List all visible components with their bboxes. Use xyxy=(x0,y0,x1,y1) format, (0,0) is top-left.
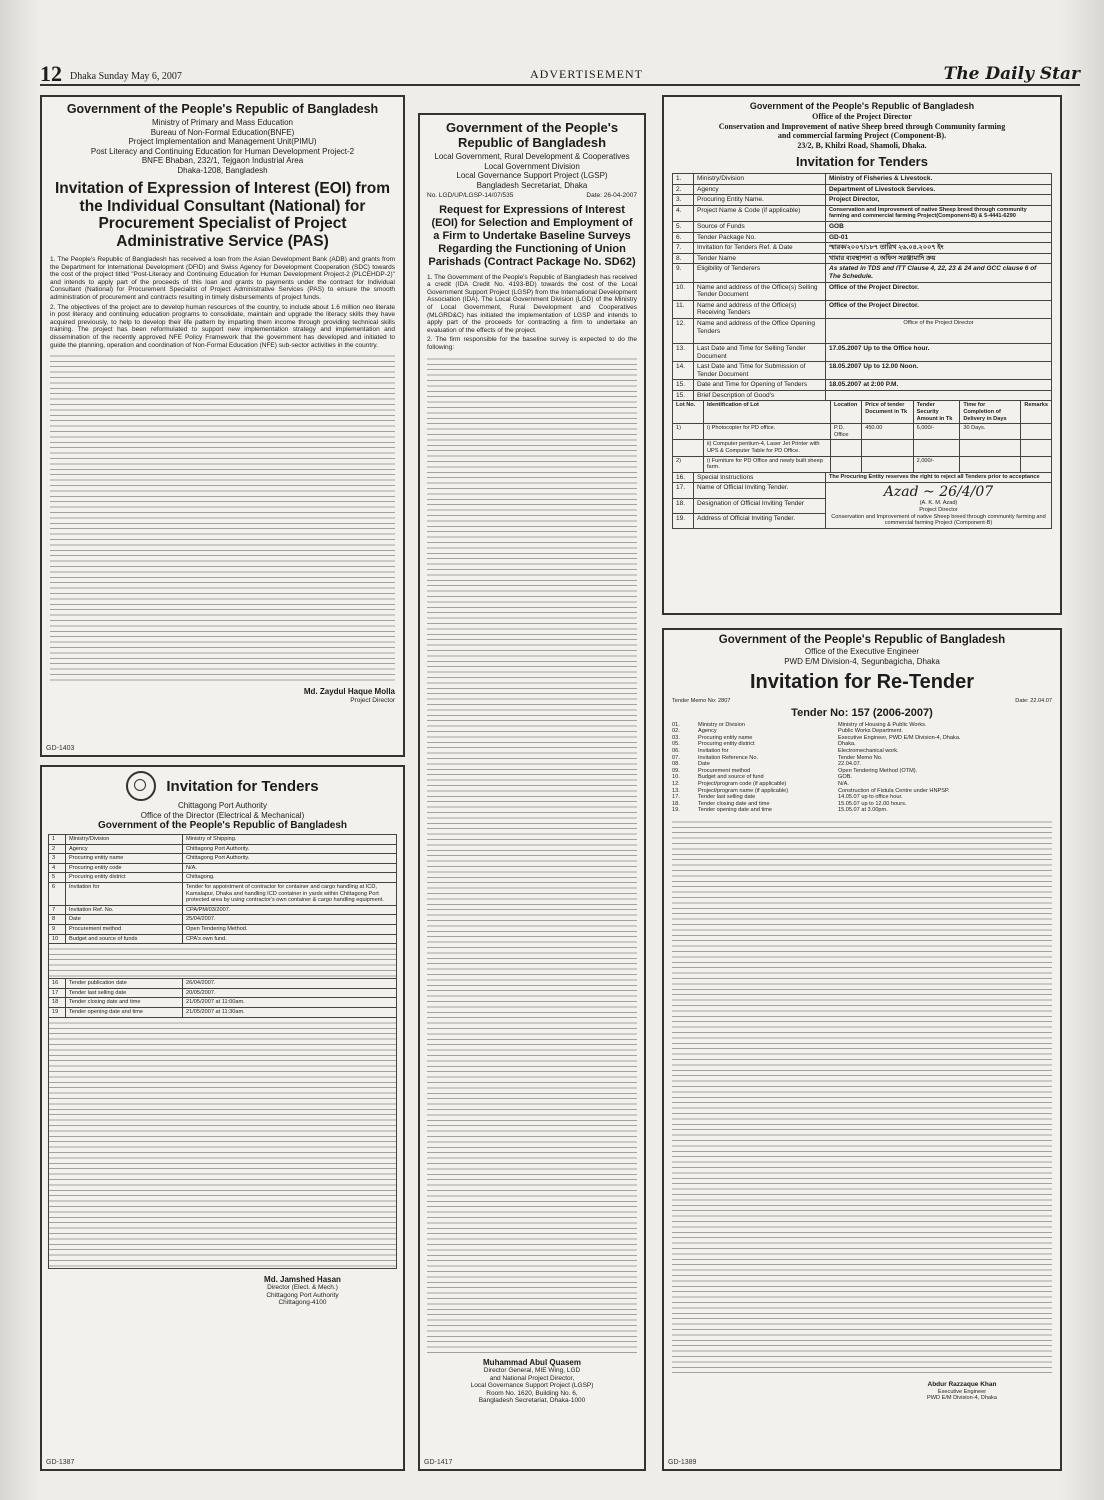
table-row xyxy=(49,844,397,854)
ad-title: Invitation for Tenders xyxy=(796,154,928,169)
row-value: Chittagong. xyxy=(183,873,397,883)
row-number: 19. xyxy=(673,513,694,528)
row-label: Procuring entity district xyxy=(698,741,755,748)
table-row xyxy=(49,944,397,979)
lot-number xyxy=(673,440,704,456)
ad-org-line: Office of the Executive Engineer xyxy=(804,647,920,656)
row-value: Tender for appointment of contractor for container and cargo handling at ICD, Kamalapur, Dhaka and handling ICD container in yards within Chittagong Port protected area by using contractor's own container & cargo handling equipment. xyxy=(183,882,397,905)
ad-signatory: Abdur Razzaque Khan xyxy=(927,1380,997,1388)
row-number: 1 xyxy=(49,835,66,845)
row-number: 18 xyxy=(49,998,66,1008)
lot-security: 6,000/- xyxy=(913,424,960,440)
lot-identification: ii) Computer pentium-4, Laser Jet Printer with UPS & Computer Table for PD Office. xyxy=(704,440,831,456)
row-number: 8. xyxy=(673,253,694,264)
tender-number: Tender No: 157 (2006-2007) xyxy=(791,706,933,719)
row-number: 7 xyxy=(49,905,66,915)
row-number: 05. xyxy=(672,741,680,748)
row-value: 15.05.07 at 3.00pm. xyxy=(838,807,888,814)
row-value: Chittagong Port Authority. xyxy=(183,854,397,864)
row-number: 18. xyxy=(672,800,680,807)
ad-signatory-line: Director General, MIE Wing, LGD xyxy=(483,1367,581,1375)
row-value: 20/05/2007. xyxy=(183,988,397,998)
row-number: 16 xyxy=(49,979,66,989)
table-row xyxy=(49,934,397,944)
row-label: Tender opening date and time xyxy=(698,807,773,814)
row-label: Budget and source of fund xyxy=(698,774,764,781)
list-item xyxy=(672,807,1052,814)
row-value: খামার ব্যবস্থাপনা ও অফিস সরঞ্জামাদি ক্রয় xyxy=(826,253,1052,264)
lot-price xyxy=(862,456,913,472)
row-value: Office of the Project Director. xyxy=(826,300,1052,318)
row-number: 10 xyxy=(49,934,66,944)
table-row xyxy=(673,440,1052,456)
table-row xyxy=(49,835,397,845)
ad-org-line: Bangladesh Secretariat, Dhaka xyxy=(476,180,588,190)
row-label: Ministry/Division xyxy=(66,835,183,845)
row-value: N/A. xyxy=(838,780,849,787)
ad-paragraph: 1. The People's Republic of Bangladesh has received a loan from the Asian Development Bank (ADB) and grants from the Department for International Development (DFID) and Swiss Agency for Development Cooperation (SDC) towards the cost of the project titled "Post-Literacy and Continuing Education for Human Development Project-2 (PLCEHDP-2)" and intends to apply part of the proceeds of this loan and grants to payments under the contract for Individual Consultant (National) for Procurement Specialist of Project Administrative Services (PAS) to ensure the smooth administration of procurement and contracts resulting in timely disbursements of project funds. xyxy=(50,256,395,301)
row-label: Last Date and Time for Submission of Tender Document xyxy=(694,362,826,380)
row-label: Date and Time for Opening of Tenders xyxy=(694,380,826,391)
row-label: Name and address of the Office(s) Receiving Tenders xyxy=(694,300,826,318)
ad-code: GD-1403 xyxy=(46,745,75,752)
ad-paragraph: 2. The firm responsible for the baseline survey is expected to do the following: xyxy=(427,336,637,351)
lot-price: 450.00 xyxy=(862,424,913,440)
row-label: Last Date and Time for Selling Tender Document xyxy=(694,343,826,361)
table-row xyxy=(673,472,1052,483)
list-item xyxy=(672,761,1052,768)
row-label: Agency xyxy=(694,184,826,195)
ad-code: GD-1387 xyxy=(46,1459,75,1466)
table-row xyxy=(673,362,1052,380)
row-label: Tender opening date and time xyxy=(66,1007,183,1017)
list-item xyxy=(672,781,1052,788)
row-label: Brief Description of Good's xyxy=(694,390,826,401)
row-number: 17. xyxy=(672,794,680,801)
row-label: Name and address of the Office(s) Selling Tender Document xyxy=(694,282,826,300)
row-number: 15. xyxy=(673,380,694,391)
ad-org-line: Project Implementation and Management Unit(PIMU) xyxy=(128,137,317,146)
ad-title: Request for Expressions of Interest (EOI) for Selection and Employment of a Firm to Undertake Baseline Surveys Regarding the Functioning of Union Parishads (Contract Package No. SD62) xyxy=(428,203,636,268)
list-item xyxy=(672,768,1052,775)
row-label: Special Instructions xyxy=(694,472,826,483)
row-label: Agency xyxy=(698,728,717,735)
row-label: Procuring entity name xyxy=(698,734,753,741)
ad-org-line: Local Governance Support Project (LGSP) xyxy=(456,171,608,180)
lot-remarks xyxy=(1021,440,1052,456)
ad-signatory-line: PWD E/M Division-4, Dhaka xyxy=(927,1395,997,1402)
table-row xyxy=(49,924,397,934)
row-number: 4 xyxy=(49,863,66,873)
page-masthead xyxy=(40,62,1080,86)
row-value xyxy=(826,390,1052,401)
row-label: Eligibility of Tenderers xyxy=(694,264,826,282)
list-item xyxy=(672,728,1052,735)
row-label: Ministry or Division xyxy=(698,721,745,728)
ad-tender-chittagong-port xyxy=(40,765,405,1471)
ad-code: GD-1389 xyxy=(668,1459,697,1466)
table-row xyxy=(673,424,1052,440)
column-header: Time for Completion of Delivery in Days xyxy=(960,401,1021,424)
ad-org-line: Local Government Division xyxy=(484,161,580,171)
list-item xyxy=(672,794,1052,801)
ad-signatory: Md. Jamshed Hasan xyxy=(264,1274,341,1284)
row-value: 18.05.2007 at 2:00 P.M. xyxy=(826,380,1052,391)
list-item xyxy=(672,735,1052,742)
row-number: 2. xyxy=(673,184,694,195)
list-item xyxy=(672,748,1052,755)
row-number: 10. xyxy=(673,282,694,300)
row-label: Procurement method xyxy=(698,767,751,774)
ad-signatory-line: Room No. 1620, Building No. 6, xyxy=(486,1389,578,1397)
ad-eoi-baseline-survey xyxy=(418,113,646,1471)
row-value: 22.04.07. xyxy=(838,761,862,768)
row-value: 26/04/2007. xyxy=(183,979,397,989)
ad-org-line: Dhaka-1208, Bangladesh xyxy=(177,165,268,175)
row-label: Invitation for xyxy=(698,747,729,754)
column-header: Identification of Lot xyxy=(704,401,831,424)
tender-table xyxy=(672,173,1052,401)
row-number: 10. xyxy=(672,774,680,781)
ad-tender-sheep-project xyxy=(662,95,1062,615)
row-label: Budget and source of funds xyxy=(66,934,183,944)
ad-signatory-line: Chittagong Port Authority xyxy=(266,1291,339,1299)
row-number: 15. xyxy=(673,390,694,401)
row-number: 3 xyxy=(49,854,66,864)
ad-body-text xyxy=(50,351,395,681)
ad-body-text xyxy=(672,817,1052,1377)
row-value: CPA/PM/03/2007. xyxy=(183,905,397,915)
row-label: Name and address of the Office Opening Tenders xyxy=(694,318,826,343)
row-value: 14.05.07 up to office hour. xyxy=(838,794,903,801)
row-number: 17 xyxy=(49,988,66,998)
lot-identification: i) Furniture for PD Office and newly built sheep farm. xyxy=(704,456,831,472)
row-number: 08. xyxy=(672,761,680,768)
ad-org-line: Bureau of Non-Formal Education(BNFE) xyxy=(150,127,295,137)
row-number: 18. xyxy=(673,498,694,513)
table-row xyxy=(673,253,1052,264)
ad-code: GD-1417 xyxy=(424,1459,453,1466)
row-label: Address of Official Inviting Tender. xyxy=(694,513,826,528)
row-value: স্মারক/২০০৭/১৮৭ তারিখ ২৬.০৪.২০০৭ ইং xyxy=(826,243,1052,254)
table-row xyxy=(673,380,1052,391)
row-value: Tender Memo No. xyxy=(838,754,883,761)
row-value: Construction of Fistula Centre under HNPSP. xyxy=(838,787,950,794)
row-number: 5 xyxy=(49,873,66,883)
dateline: Dhaka Sunday May 6, 2007 xyxy=(70,71,182,82)
row-value: N/A. xyxy=(183,863,397,873)
ad-org-line: 23/2, B, Khilzi Road, Shamoli, Dhaka. xyxy=(797,140,927,150)
ad-signatory: Muhammad Abul Quasem xyxy=(483,1357,581,1367)
row-number: 19 xyxy=(49,1007,66,1017)
row-number: 8 xyxy=(49,915,66,925)
ad-date: Date: 26-04-2007 xyxy=(586,192,637,199)
government-emblem-icon xyxy=(126,771,156,801)
column-header: Remarks xyxy=(1021,401,1052,424)
ad-paragraph: 1. The Government of the People's Republic of Bangladesh has received a credit (IDA Credit No. 4193-BD) towards the cost of the Local Government Support Project (LGSP) from the International Development Association (IDA). The Local Government Division (LGD) of the Ministry of Local Government, Rural Development and Cooperatives (MLGRD&C) has initiated the implementation of LGSP and intends to apply part of the proceeds for contracting a firm to undertake an evaluation of the effects of the project. xyxy=(427,273,637,334)
table-row xyxy=(49,873,397,883)
lot-completion: 30 Days. xyxy=(960,424,1021,440)
row-value: Executive Engineer, PWD E/M Division-4, Dhaka. xyxy=(838,734,961,741)
lot-table xyxy=(672,400,1052,472)
ad-org-line: Chittagong Port Authority xyxy=(178,801,267,810)
table-row xyxy=(49,854,397,864)
lot-identification: i) Photocopier for PD office. xyxy=(704,424,831,440)
table-row xyxy=(673,184,1052,195)
ad-signatory-line: Executive Engineer xyxy=(937,1388,987,1395)
ad-signatory-line: Local Governance Support Project (LGSP) xyxy=(470,1382,594,1390)
list-item xyxy=(672,801,1052,808)
table-row xyxy=(49,998,397,1008)
ad-gov-heading: Government of the People's Republic of Bangladesh xyxy=(97,820,348,831)
handwritten-signature: Azad ~ 26/4/07 xyxy=(883,484,994,501)
row-number: 19. xyxy=(672,807,680,814)
tender-table xyxy=(48,834,397,1269)
section-label: ADVERTISEMENT xyxy=(530,67,643,81)
column-header: Tender Security Amount in Tk xyxy=(913,401,960,424)
list-item xyxy=(672,788,1052,795)
ad-org-line: Office of the Director (Electrical & Mechanical) xyxy=(140,810,305,820)
ad-signatory-line: Chittagong-4100 xyxy=(278,1299,327,1307)
row-label: Tender last selling date xyxy=(66,988,183,998)
row-value: The Procuring Entity reserves the right to reject all Tenders prior to acceptance xyxy=(826,472,1052,483)
row-label: Procuring entity district xyxy=(66,873,183,883)
row-value: Electromechanical work. xyxy=(838,747,899,754)
lot-location xyxy=(831,456,862,472)
row-value: Chittagong Port Authority. xyxy=(183,844,397,854)
ad-signatory: Md. Zaydul Haque Molla xyxy=(303,687,395,697)
lot-location: P.D. Office xyxy=(831,424,862,440)
ad-gov-heading: Government of the People's Republic of Bangladesh xyxy=(66,102,379,116)
row-label: Date xyxy=(698,761,710,768)
row-label: Invitation Ref. No. xyxy=(66,905,183,915)
row-value: Project Director, xyxy=(826,195,1052,206)
table-row xyxy=(673,205,1052,221)
ad-signatory-title: Project Director xyxy=(350,696,395,704)
row-label: Tender publication date xyxy=(66,979,183,989)
row-number: 9 xyxy=(49,924,66,934)
paper-logo: The Daily Star xyxy=(943,64,1080,84)
table-row xyxy=(49,1017,397,1268)
row-value: Open Tendering Method. xyxy=(183,924,397,934)
table-row xyxy=(673,174,1052,185)
row-label: Project/program code (if applicable) xyxy=(698,780,787,787)
signatory-name: (A. K. M. Azad) xyxy=(919,500,958,507)
ad-title: Invitation for Tenders xyxy=(166,777,319,795)
page-number: 12 xyxy=(40,61,62,86)
table-row xyxy=(673,221,1052,232)
row-number: 13. xyxy=(672,787,680,794)
row-label: Procuring entity code xyxy=(66,863,183,873)
row-number: 16. xyxy=(673,472,694,483)
table-row xyxy=(673,264,1052,282)
ad-eoi-procurement-specialist xyxy=(40,95,405,757)
tender-memo: Tender Memo No: 2807 xyxy=(672,698,731,704)
row-value: 15.05.07 up to 12.00 hours. xyxy=(838,800,907,807)
ad-title: Invitation of Expression of Interest (EOI) from the Individual Consultant (National) for Procurement Specialist of Project Administrative Service (PAS) xyxy=(54,180,390,250)
row-label: Invitation Reference No. xyxy=(698,754,759,761)
lot-price xyxy=(862,440,913,456)
ad-org-line: Local Government, Rural Development & Cooperatives xyxy=(434,152,630,161)
row-number: 9. xyxy=(673,264,694,282)
row-number: 4. xyxy=(673,205,694,221)
row-label: Procurement method xyxy=(66,924,183,934)
row-label: Tender closing date and time xyxy=(698,800,770,807)
row-number: 13. xyxy=(673,343,694,361)
row-label: Ministry/Division xyxy=(694,174,826,185)
table-row xyxy=(49,979,397,989)
list-item xyxy=(672,722,1052,729)
ad-org-line: Office of the Project Director xyxy=(812,112,912,121)
lot-security: 2,000/- xyxy=(913,456,960,472)
table-row xyxy=(49,915,397,925)
row-value: 17.05.2007 Up to the Office hour. xyxy=(826,343,1052,361)
lot-completion xyxy=(960,456,1021,472)
column-header: Location xyxy=(831,401,862,424)
ad-org-line: Ministry of Primary and Mass Education xyxy=(152,118,293,127)
tender-footer-table xyxy=(672,472,1052,529)
lot-remarks xyxy=(1021,424,1052,440)
column-header: Price of tender Document in Tk xyxy=(862,401,913,424)
column-header: Lot No. xyxy=(673,401,704,424)
row-number: 5. xyxy=(673,221,694,232)
table-header-row xyxy=(673,401,1052,424)
row-number: 11. xyxy=(673,300,694,318)
row-number: 14. xyxy=(673,362,694,380)
row-number: 6 xyxy=(49,882,66,905)
row-number: 03. xyxy=(672,734,680,741)
row-label: Designation of Official Inviting Tender xyxy=(694,498,826,513)
row-label: Project Name & Code (if applicable) xyxy=(694,205,826,221)
row-value: Office of the Project Director. xyxy=(826,282,1052,300)
row-value: 21/05/2007 at 11:30am. xyxy=(183,1007,397,1017)
row-number: 09. xyxy=(672,767,680,774)
row-value: As stated in TDS and ITT Clause 4, 22, 23 & 24 and GCC clause 6 of The Schedule. xyxy=(826,264,1052,282)
row-value: Ministry of Shipping. xyxy=(183,835,397,845)
row-number: 1. xyxy=(673,174,694,185)
row-value: 25/04/2007. xyxy=(183,915,397,925)
row-value: 21/05/2007 at 11:00am. xyxy=(183,998,397,1008)
row-value: Open Tendering Method (OTM). xyxy=(838,767,918,774)
list-item xyxy=(672,741,1052,748)
table-row xyxy=(49,882,397,905)
row-value: GOB. xyxy=(838,774,852,781)
ad-org-line: BNFE Bhaban, 232/1, Tejgaon Industrial Area xyxy=(141,156,304,165)
row-number: 2 xyxy=(49,844,66,854)
lot-remarks xyxy=(1021,456,1052,472)
row-label: Source of Funds xyxy=(694,221,826,232)
lot-completion xyxy=(960,440,1021,456)
list-item xyxy=(672,755,1052,762)
table-row xyxy=(673,300,1052,318)
ad-date: Date: 22.04.07 xyxy=(1015,698,1052,704)
ad-org-line: Conservation and Improvement of native Sheep breed through Community farming and commercial farming Project (Component-B). xyxy=(718,121,1006,140)
row-value: CPA's own fund. xyxy=(183,934,397,944)
signatory-address: Conservation and Improvement of native Sheep breed through community farming and commercial farming Project (Component-B) xyxy=(831,513,1046,527)
lot-location xyxy=(831,440,862,456)
list-item xyxy=(672,774,1052,781)
ad-signatory-line: Director (Elect. & Mech.) xyxy=(267,1284,338,1291)
table-row xyxy=(49,863,397,873)
row-number: 12. xyxy=(672,780,680,787)
row-label: Tender Package No. xyxy=(694,232,826,243)
row-value: Public Works Department. xyxy=(838,728,903,735)
ad-signatory-line: Bangladesh Secretariat, Dhaka-1000 xyxy=(478,1397,586,1405)
retender-details xyxy=(672,722,1052,814)
row-label: Invitation for Tenders Ref. & Date xyxy=(694,243,826,254)
table-row xyxy=(673,243,1052,254)
row-value: Office of the Project Director xyxy=(826,318,1052,343)
ad-org-line: PWD E/M Division-4, Segunbagicha, Dhaka xyxy=(784,656,940,666)
ad-title: Invitation for Re-Tender xyxy=(749,671,975,693)
row-label: Name of Official Inviting Tender. xyxy=(694,483,826,498)
row-value: Department of Livestock Services. xyxy=(826,184,1052,195)
signatory-title: Project Director xyxy=(919,507,958,513)
ad-gov-heading: Government of the People's Republic of Bangladesh xyxy=(718,634,1006,646)
row-number: 01. xyxy=(672,721,680,728)
row-number: 6. xyxy=(673,232,694,243)
lot-number: 1) xyxy=(673,424,704,440)
row-label: Tender closing date and time xyxy=(66,998,183,1008)
row-value: Ministry of Fisheries & Livestock. xyxy=(826,174,1052,185)
row-label: Project/program name (if applicable) xyxy=(698,787,789,794)
table-row xyxy=(49,905,397,915)
ad-gov-heading: Government of the People's Republic of Bangladesh xyxy=(445,120,619,150)
row-value: GOB xyxy=(826,221,1052,232)
table-row xyxy=(673,282,1052,300)
row-label: Tender last selling date xyxy=(698,794,756,801)
lot-security xyxy=(913,440,960,456)
row-number: 17. xyxy=(673,483,694,498)
table-row xyxy=(673,318,1052,343)
row-value: Ministry of Housing & Public Works. xyxy=(838,721,927,728)
row-value: 18.05.2007 Up to 12.00 Noon. xyxy=(826,362,1052,380)
ad-re-tender-pwd xyxy=(662,628,1062,1471)
lot-number: 2) xyxy=(673,456,704,472)
table-row xyxy=(49,1007,397,1017)
table-row xyxy=(673,232,1052,243)
ad-gov-heading: Government of the People's Republic of Bangladesh xyxy=(749,101,975,111)
ad-paragraph: 2. The objectives of the project are to develop human resources of the country, to include about 1.6 million neo literate in post literacy and continuing education programs to consolidate, maintain and upgrade the literacy skills they have acquired previously, to help to develop their life pattern by imparting them income through providing technical skills training. The project has been reformulated to support new implementation strategy and implementation and dissemination of the recently approved NFE Policy Framework that the government has developed and initiated to guide the planning, operation and coordination of Non-Formal Education (NFE) sub-sector activities in the country. xyxy=(50,303,395,349)
row-label: Invitation for xyxy=(66,882,183,905)
ad-body-text xyxy=(427,354,637,1354)
row-value: GD-01 xyxy=(826,232,1052,243)
table-row xyxy=(673,390,1052,401)
row-value: Conservation and Improvement of native Sheep breed through community farming and commercial farming Project(Component-B) & 5-4441-6290 xyxy=(826,205,1052,221)
table-row xyxy=(49,988,397,998)
row-label: Agency xyxy=(66,844,183,854)
table-row xyxy=(673,456,1052,472)
row-number: 12. xyxy=(673,318,694,343)
ad-reference-number: No. LGD/UP/LGSP-14/07/535 xyxy=(427,192,514,199)
row-label: Date xyxy=(66,915,183,925)
row-number: 7. xyxy=(673,243,694,254)
row-number: 06. xyxy=(672,747,680,754)
ad-signatory-line: and National Project Director, xyxy=(489,1374,575,1382)
row-number: 02. xyxy=(672,728,680,735)
row-value: Dhaka. xyxy=(838,741,856,748)
table-row xyxy=(673,195,1052,206)
row-number: 07. xyxy=(672,754,680,761)
table-row xyxy=(673,483,1052,498)
row-number: 3. xyxy=(673,195,694,206)
table-row xyxy=(673,343,1052,361)
row-label: Procuring Entity Name. xyxy=(694,195,826,206)
ad-org-line: Post Literacy and Continuing Education for Human Development Project-2 xyxy=(90,146,355,156)
row-label: Procuring entity name xyxy=(66,854,183,864)
row-label: Tender Name xyxy=(694,253,826,264)
